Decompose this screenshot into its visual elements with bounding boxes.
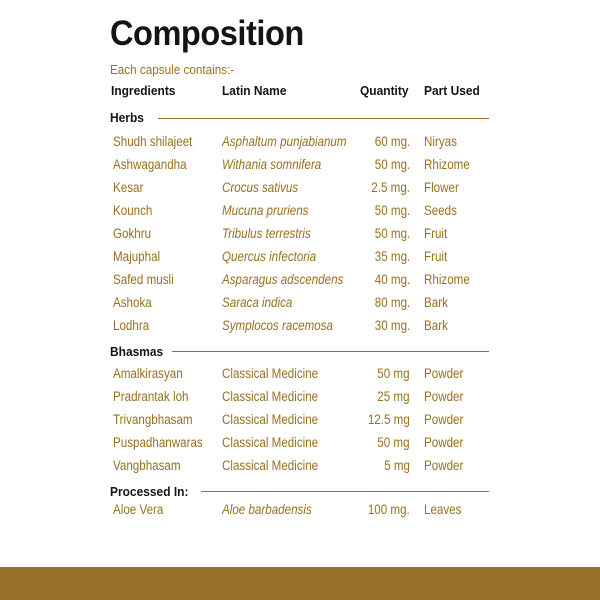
part-used: Rhizome [424, 272, 470, 287]
latin-name: Classical Medicine [222, 366, 319, 381]
latin-name: Crocus sativus [222, 180, 299, 195]
ingredient-name: Kesar [113, 180, 144, 195]
part-used: Powder [424, 366, 464, 381]
header-part-used: Part Used [424, 83, 480, 98]
quantity: 35 mg. [374, 249, 410, 264]
section-bhasmas-heading [110, 342, 168, 360]
quantity: 50 mg. [374, 157, 410, 172]
latin-name: Classical Medicine [222, 412, 319, 427]
table-row [0, 458, 600, 478]
ingredient-name: Vangbhasam [113, 458, 181, 473]
section-bhasmas-label: Bhasmas [110, 343, 164, 359]
ingredient-name: Safed musli [113, 272, 174, 287]
latin-name: Quercus infectoria [222, 249, 317, 264]
part-used: Rhizome [424, 157, 470, 172]
table-row [0, 389, 600, 409]
part-used: Bark [424, 295, 448, 310]
latin-name: Withania somnifera [222, 157, 322, 172]
part-used: Powder [424, 389, 464, 404]
latin-name: Aloe barbadensis [222, 502, 312, 517]
quantity: 40 mg. [374, 272, 410, 287]
latin-name: Classical Medicine [222, 458, 319, 473]
table-row [0, 226, 600, 246]
quantity: 100 mg. [368, 502, 410, 517]
section-bhasmas-divider [172, 351, 489, 352]
header-quantity: Quantity [360, 83, 409, 98]
quantity: 2.5 mg. [371, 180, 410, 195]
quantity: 12.5 mg [368, 412, 410, 427]
table-row [0, 157, 600, 177]
latin-name: Mucuna pruriens [222, 203, 309, 218]
ingredient-name: Aloe Vera [113, 502, 164, 517]
ingredient-name: Shudh shilajeet [113, 134, 193, 149]
page-title: Composition [110, 14, 304, 53]
table-row [0, 203, 600, 223]
part-used: Seeds [424, 203, 457, 218]
part-used: Powder [424, 458, 464, 473]
part-used: Bark [424, 318, 448, 333]
table-row [0, 318, 600, 338]
latin-name: Classical Medicine [222, 435, 319, 450]
quantity: 25 mg [377, 389, 410, 404]
table-row [0, 366, 600, 386]
part-used: Leaves [424, 502, 462, 517]
ingredient-name: Trivangbhasam [113, 412, 193, 427]
table-row [0, 502, 600, 522]
ingredient-name: Amalkirasyan [113, 366, 183, 381]
part-used: Powder [424, 435, 464, 450]
quantity: 30 mg. [374, 318, 410, 333]
quantity: 50 mg. [374, 203, 410, 218]
latin-name: Symplocos racemosa [222, 318, 333, 333]
latin-name: Classical Medicine [222, 389, 319, 404]
latin-name: Asphaltum punjabianum [222, 134, 347, 149]
ingredient-name: Puspadhanwaras [113, 435, 203, 450]
part-used: Niryas [424, 134, 457, 149]
section-herbs-label: Herbs [110, 109, 144, 125]
quantity: 50 mg. [374, 226, 410, 241]
page-subtitle: Each capsule contains:- [110, 62, 235, 77]
part-used: Fruit [424, 226, 448, 241]
header-ingredients: Ingredients [111, 83, 176, 98]
ingredient-name: Lodhra [113, 318, 150, 333]
table-row [0, 412, 600, 432]
table-row [0, 435, 600, 455]
section-processed-divider [201, 491, 489, 492]
ingredient-name: Ashoka [113, 295, 152, 310]
part-used: Flower [424, 180, 459, 195]
part-used: Fruit [424, 249, 448, 264]
latin-name: Saraca indica [222, 295, 293, 310]
quantity: 80 mg. [374, 295, 410, 310]
table-row [0, 295, 600, 315]
section-herbs-divider [158, 118, 489, 119]
header-latin-name: Latin Name [222, 83, 287, 98]
latin-name: Tribulus terrestris [222, 226, 311, 241]
section-processed-label: Processed In: [110, 483, 189, 499]
quantity: 5 mg [384, 458, 410, 473]
ingredient-name: Kounch [113, 203, 153, 218]
ingredient-name: Pradrantak loh [113, 389, 189, 404]
section-herbs-heading [110, 108, 147, 126]
footer-bar [0, 567, 600, 600]
ingredient-name: Ashwagandha [113, 157, 187, 172]
table-row [0, 249, 600, 269]
ingredient-name: Majuphal [113, 249, 161, 264]
table-row [0, 134, 600, 154]
table-row [0, 272, 600, 292]
latin-name: Asparagus adscendens [222, 272, 344, 287]
table-row [0, 180, 600, 200]
quantity: 50 mg [377, 435, 410, 450]
part-used: Powder [424, 412, 464, 427]
quantity: 60 mg. [374, 134, 410, 149]
quantity: 50 mg [377, 366, 410, 381]
ingredient-name: Gokhru [113, 226, 152, 241]
section-processed-heading [110, 482, 195, 500]
